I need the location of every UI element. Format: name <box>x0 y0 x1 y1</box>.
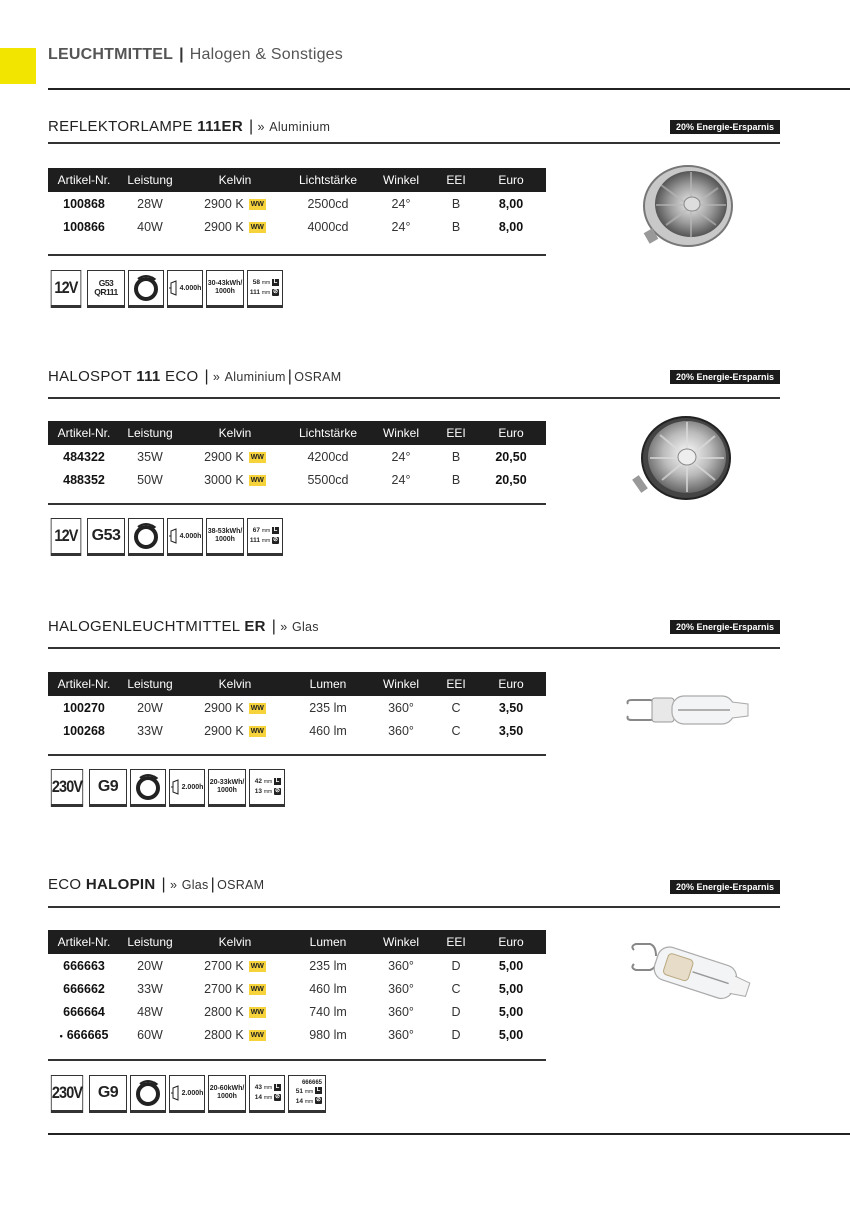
ww-badge: WW <box>250 453 264 461</box>
unit-mm: mm <box>263 1095 273 1101</box>
lifetime-value: 2.000h <box>181 783 204 791</box>
luminous-intensity: 4200cd <box>307 449 349 464</box>
beam-angle: 24° <box>391 219 411 234</box>
lifetime-icon <box>169 769 205 807</box>
luminous-intensity: 5500cd <box>307 472 349 487</box>
kelvin-cell <box>180 468 290 491</box>
ww-badge: WW <box>250 704 264 712</box>
eei-class: D <box>451 958 461 973</box>
energy-line1: 20-33kWh/ <box>209 779 245 786</box>
power: 60W <box>137 1027 163 1042</box>
price: 5,00 <box>498 1027 524 1042</box>
voltage-icon: 230V <box>51 1075 83 1113</box>
unit-mm: mm <box>304 1098 314 1105</box>
bulb-icon <box>169 279 179 297</box>
ww-badge: WW <box>250 1008 264 1016</box>
article-cell <box>48 954 120 977</box>
kelvin: 2800 K <box>204 1027 244 1042</box>
energy-saving-badge: 20% Energie-Ersparnis <box>670 880 780 894</box>
article-cell <box>48 977 120 1000</box>
energy-line2: 1000h <box>215 536 235 543</box>
lifetime-icon <box>167 270 203 308</box>
dim-length <box>296 1087 322 1097</box>
eei-class: C <box>451 700 461 715</box>
diameter-mark-icon: ⊘ <box>274 1093 281 1100</box>
length-mark-icon: L <box>273 278 278 285</box>
power: 33W <box>137 723 163 738</box>
col-lichtstaerke: Lichtstärke <box>290 421 366 445</box>
price: 5,00 <box>498 958 524 973</box>
table-row <box>48 215 546 238</box>
dim-diameter-value: 14 <box>254 1094 263 1101</box>
table-row <box>48 1023 546 1046</box>
energy-consumption-icon <box>206 518 244 556</box>
col-euro: Euro <box>476 672 546 696</box>
article-number: 100868 <box>63 196 105 211</box>
col-kelvin: Kelvin <box>180 421 290 445</box>
col-leistung: Leistung <box>120 168 180 192</box>
voltage-icon: 12V <box>51 518 82 556</box>
eei-class: B <box>451 449 461 464</box>
dim-length <box>255 777 281 787</box>
section-divider <box>48 142 780 144</box>
kelvin: 2800 K <box>204 1004 244 1019</box>
kelvin-cell <box>180 215 290 238</box>
title-pipe: | <box>248 118 254 135</box>
title-light: ECO <box>48 876 86 893</box>
power: 40W <box>137 219 163 234</box>
dim-length-value: 58 <box>252 279 261 286</box>
dim-diameter <box>296 1097 322 1107</box>
table-header-row <box>48 930 546 954</box>
eei-class: B <box>451 472 461 487</box>
dim-diameter <box>250 288 279 298</box>
article-number: 100270 <box>63 700 105 715</box>
page-header <box>48 46 343 64</box>
feature-icons <box>48 769 285 807</box>
material-label: Glas <box>291 620 319 634</box>
dim-length-value: 67 <box>252 527 261 534</box>
unit-mm: mm <box>263 1085 273 1091</box>
col-lumen: Lumen <box>290 672 366 696</box>
title-bold: 111 <box>136 368 161 385</box>
article-number: 100268 <box>63 723 105 738</box>
table-divider <box>48 254 546 256</box>
lumen: 235 lm <box>309 700 347 715</box>
lifetime-value: 4.000h <box>179 284 202 292</box>
dimmable-icon <box>128 518 164 556</box>
spec-table <box>48 672 546 742</box>
kelvin-cell <box>180 719 290 742</box>
dim-diameter <box>255 787 281 797</box>
luminous-intensity: 2500cd <box>307 196 349 211</box>
ww-badge: WW <box>250 223 264 231</box>
table-row <box>48 977 546 1000</box>
table-row <box>48 1000 546 1023</box>
diameter-mark-icon: ⊘ <box>274 787 281 794</box>
beam-angle: 360° <box>388 723 414 738</box>
col-artikel: Artikel-Nr. <box>48 930 120 954</box>
section-title <box>48 876 264 894</box>
section-divider <box>48 397 780 399</box>
col-lumen: Lumen <box>290 930 366 954</box>
col-winkel: Winkel <box>366 168 436 192</box>
dim-length <box>253 278 279 288</box>
title-arrow: » <box>257 120 265 134</box>
title-arrow: » <box>212 370 221 384</box>
col-artikel: Artikel-Nr. <box>48 168 120 192</box>
lifetime-value: 2.000h <box>181 1089 204 1097</box>
kelvin: 2900 K <box>204 449 244 464</box>
table-row <box>48 445 546 468</box>
diameter-mark-icon: ⊘ <box>272 536 279 543</box>
title-bold: ER <box>244 618 266 635</box>
brand-label: OSRAM <box>294 370 342 384</box>
dimmable-icon <box>128 270 164 308</box>
col-winkel: Winkel <box>366 421 436 445</box>
power: 20W <box>137 958 163 973</box>
table-header-row <box>48 672 546 696</box>
socket-line1: G53 <box>98 278 114 288</box>
table-divider <box>48 754 546 756</box>
spec-table <box>48 930 546 1046</box>
section-title <box>48 118 330 136</box>
dimmable-icon <box>130 769 166 807</box>
dim-diameter <box>250 536 279 546</box>
energy-line1: 20-60kWh/ <box>209 1085 245 1092</box>
section-title <box>48 368 342 386</box>
socket-line1: G53 <box>91 527 121 544</box>
article-cell <box>48 1000 120 1023</box>
energy-saving-badge: 20% Energie-Ersparnis <box>670 620 780 634</box>
header-divider <box>48 88 850 90</box>
dim-diameter-value: 111 <box>249 289 261 296</box>
table-divider <box>48 1059 546 1061</box>
dimensions-icon <box>247 518 283 556</box>
price: 8,00 <box>498 219 524 234</box>
article-number: 484322 <box>63 449 105 464</box>
socket-icon <box>89 769 127 807</box>
spec-table <box>48 421 546 491</box>
beam-angle: 24° <box>391 472 411 487</box>
eei-class: D <box>451 1027 461 1042</box>
bulb-icon <box>171 1084 181 1102</box>
table-row <box>48 192 546 215</box>
col-kelvin: Kelvin <box>180 672 290 696</box>
luminous-intensity: 4000cd <box>307 219 349 234</box>
kelvin: 2700 K <box>204 981 244 996</box>
title-pipe: | <box>161 876 166 893</box>
power: 33W <box>137 981 163 996</box>
table-header-row <box>48 421 546 445</box>
section-divider <box>48 647 780 649</box>
col-leistung: Leistung <box>120 421 180 445</box>
brand-separator: | <box>287 368 293 385</box>
eei-class: D <box>451 1004 461 1019</box>
dim-diameter-value: 13 <box>254 788 263 795</box>
dimensions-icon <box>247 270 283 308</box>
kelvin: 2900 K <box>204 196 244 211</box>
dimmer-ring-icon <box>134 1079 162 1107</box>
header-category: LEUCHTMITTEL <box>48 46 174 63</box>
material-label: Aluminium <box>224 370 286 384</box>
unit-mm: mm <box>261 538 271 544</box>
price: 3,50 <box>498 700 524 715</box>
table-row <box>48 468 546 491</box>
energy-saving-badge: 20% Energie-Ersparnis <box>670 120 780 134</box>
price: 20,50 <box>495 449 527 464</box>
lumen: 460 lm <box>309 981 347 996</box>
title-rest: ECO <box>160 368 199 385</box>
length-mark-icon: L <box>316 1087 321 1094</box>
col-eei: EEI <box>436 421 476 445</box>
table-divider <box>48 503 546 505</box>
dim-length <box>253 526 279 536</box>
page-bottom-divider <box>48 1133 850 1135</box>
kelvin-cell <box>180 445 290 468</box>
energy-consumption-icon <box>208 1075 246 1113</box>
lumen: 235 lm <box>309 958 347 973</box>
article-cell <box>48 1023 120 1046</box>
article-number: 666664 <box>63 1004 105 1019</box>
unit-mm: mm <box>261 528 271 534</box>
unit-mm: mm <box>263 779 273 785</box>
dim-length-value: 43 <box>254 1084 263 1091</box>
feature-icons <box>48 518 283 556</box>
socket-icon <box>87 518 125 556</box>
ww-badge: WW <box>250 1031 264 1039</box>
col-kelvin: Kelvin <box>180 168 290 192</box>
socket-line2: QR111 <box>94 287 118 297</box>
ww-badge: WW <box>250 962 264 970</box>
dimmer-ring-icon <box>132 274 160 302</box>
title-arrow: » <box>169 878 178 892</box>
beam-angle: 360° <box>388 981 414 996</box>
power: 20W <box>137 700 163 715</box>
kelvin: 2900 K <box>204 219 244 234</box>
ww-badge: WW <box>250 727 264 735</box>
dimensions-icon <box>249 769 285 807</box>
col-leistung: Leistung <box>120 672 180 696</box>
kelvin-cell <box>180 1023 290 1046</box>
title-arrow: » <box>280 620 288 634</box>
title-pipe: | <box>204 368 209 385</box>
col-euro: Euro <box>476 421 546 445</box>
lumen: 460 lm <box>309 723 347 738</box>
table-row <box>48 696 546 719</box>
material-label: Glas <box>181 878 209 892</box>
beam-angle: 24° <box>391 449 411 464</box>
col-euro: Euro <box>476 168 546 192</box>
eei-class: C <box>451 981 461 996</box>
dimensions-icon-variant <box>288 1075 326 1113</box>
col-lichtstaerke: Lichtstärke <box>290 168 366 192</box>
energy-line2: 1000h <box>217 787 237 794</box>
kelvin: 3000 K <box>204 472 244 487</box>
socket-icon <box>87 270 125 308</box>
ww-badge: WW <box>250 200 264 208</box>
beam-angle: 360° <box>388 958 414 973</box>
voltage-icon: 230V <box>51 769 83 807</box>
ww-badge: WW <box>250 476 264 484</box>
table-row <box>48 719 546 742</box>
dimmer-ring-icon <box>132 522 160 550</box>
col-artikel: Artikel-Nr. <box>48 672 120 696</box>
col-euro: Euro <box>476 930 546 954</box>
kelvin-cell <box>180 192 290 215</box>
dimmable-icon <box>130 1075 166 1113</box>
dim-length-value: 42 <box>254 778 263 785</box>
col-artikel: Artikel-Nr. <box>48 421 120 445</box>
dim-length-value: 51 <box>295 1087 304 1095</box>
lifetime-icon <box>167 518 203 556</box>
section-divider <box>48 906 780 908</box>
length-mark-icon: L <box>275 1083 280 1090</box>
power: 28W <box>137 196 163 211</box>
energy-saving-badge: 20% Energie-Ersparnis <box>670 370 780 384</box>
table-header-row <box>48 168 546 192</box>
section-title <box>48 618 319 636</box>
article-number: 666663 <box>63 958 105 973</box>
bulb-icon <box>171 778 181 796</box>
dimensions-icon <box>249 1075 285 1113</box>
dimmer-ring-icon <box>134 773 162 801</box>
power: 48W <box>137 1004 163 1019</box>
energy-line2: 1000h <box>215 288 235 295</box>
title-light: HALOGENLEUCHTMITTEL <box>48 618 245 635</box>
socket-icon <box>89 1075 127 1113</box>
length-mark-icon: L <box>275 777 280 784</box>
length-mark-icon: L <box>273 526 278 533</box>
header-separator: | <box>179 46 184 63</box>
price: 5,00 <box>498 981 524 996</box>
halospot-lamp-image <box>630 410 734 506</box>
eei-class: C <box>451 723 461 738</box>
dim-diameter-value: 111 <box>249 537 261 544</box>
kelvin: 2900 K <box>204 723 244 738</box>
col-winkel: Winkel <box>366 672 436 696</box>
category-color-tab <box>0 48 36 84</box>
beam-angle: 360° <box>388 700 414 715</box>
beam-angle: 360° <box>388 1027 414 1042</box>
col-eei: EEI <box>436 168 476 192</box>
brand-separator: | <box>210 876 216 893</box>
article-number: 100866 <box>63 219 105 234</box>
price: 3,50 <box>498 723 524 738</box>
price: 5,00 <box>498 1004 524 1019</box>
col-kelvin: Kelvin <box>180 930 290 954</box>
variant-article: 666665 <box>301 1079 322 1086</box>
energy-consumption-icon <box>206 270 244 308</box>
table-row <box>48 954 546 977</box>
bulb-icon <box>169 527 179 545</box>
unit-mm: mm <box>261 280 271 286</box>
power: 35W <box>137 449 163 464</box>
header-subcategory: Halogen & Sonstiges <box>189 46 343 63</box>
power: 50W <box>137 472 163 487</box>
unit-mm: mm <box>261 290 271 296</box>
col-eei: EEI <box>436 672 476 696</box>
feature-icons <box>48 270 283 308</box>
title-light: HALOSPOT <box>48 368 137 385</box>
title-pipe: | <box>271 618 277 635</box>
socket-line1: G9 <box>97 778 119 795</box>
lifetime-icon <box>169 1075 205 1113</box>
feature-icons <box>48 1075 326 1113</box>
kelvin-cell <box>180 954 290 977</box>
kelvin-cell <box>180 1000 290 1023</box>
halopin-bulb-image <box>626 936 756 1012</box>
brand-label: OSRAM <box>217 878 265 892</box>
kelvin: 2900 K <box>204 700 244 715</box>
col-leistung: Leistung <box>120 930 180 954</box>
beam-angle: 24° <box>391 196 411 211</box>
article-number: 666662 <box>63 981 105 996</box>
eei-class: B <box>451 196 461 211</box>
unit-mm: mm <box>304 1088 314 1095</box>
title-light: REFLEKTORLAMPE <box>48 118 198 135</box>
lumen: 740 lm <box>309 1004 347 1019</box>
dim-length <box>255 1083 281 1093</box>
lumen: 980 lm <box>309 1027 347 1042</box>
price: 20,50 <box>495 472 527 487</box>
socket-line1: G9 <box>97 1084 119 1101</box>
voltage-icon: 12V <box>51 270 82 308</box>
title-bold: HALOPIN <box>85 876 156 893</box>
col-eei: EEI <box>436 930 476 954</box>
price: 8,00 <box>498 196 524 211</box>
energy-line2: 1000h <box>217 1093 237 1100</box>
energy-line1: 38-53kWh/ <box>207 528 243 535</box>
lifetime-value: 4.000h <box>179 532 202 540</box>
article-number: 666665 <box>66 1027 109 1042</box>
dim-diameter-value: 14 <box>295 1097 304 1105</box>
ww-badge: WW <box>250 985 264 993</box>
col-winkel: Winkel <box>366 930 436 954</box>
spec-table <box>48 168 546 238</box>
kelvin: 2700 K <box>204 958 244 973</box>
kelvin-cell <box>180 696 290 719</box>
reflector-lamp-image <box>636 160 736 256</box>
row-marker: • <box>59 1030 63 1041</box>
title-bold: 111ER <box>197 118 243 135</box>
energy-line1: 30-43kWh/ <box>207 280 243 287</box>
g9-halogen-bulb-image <box>622 686 752 736</box>
energy-consumption-icon <box>208 769 246 807</box>
diameter-mark-icon: ⊘ <box>315 1097 322 1104</box>
kelvin-cell <box>180 977 290 1000</box>
material-label: Aluminium <box>269 120 331 134</box>
beam-angle: 360° <box>388 1004 414 1019</box>
unit-mm: mm <box>263 789 273 795</box>
dim-diameter <box>255 1093 281 1103</box>
diameter-mark-icon: ⊘ <box>272 288 279 295</box>
article-number: 488352 <box>63 472 105 487</box>
eei-class: B <box>451 219 461 234</box>
